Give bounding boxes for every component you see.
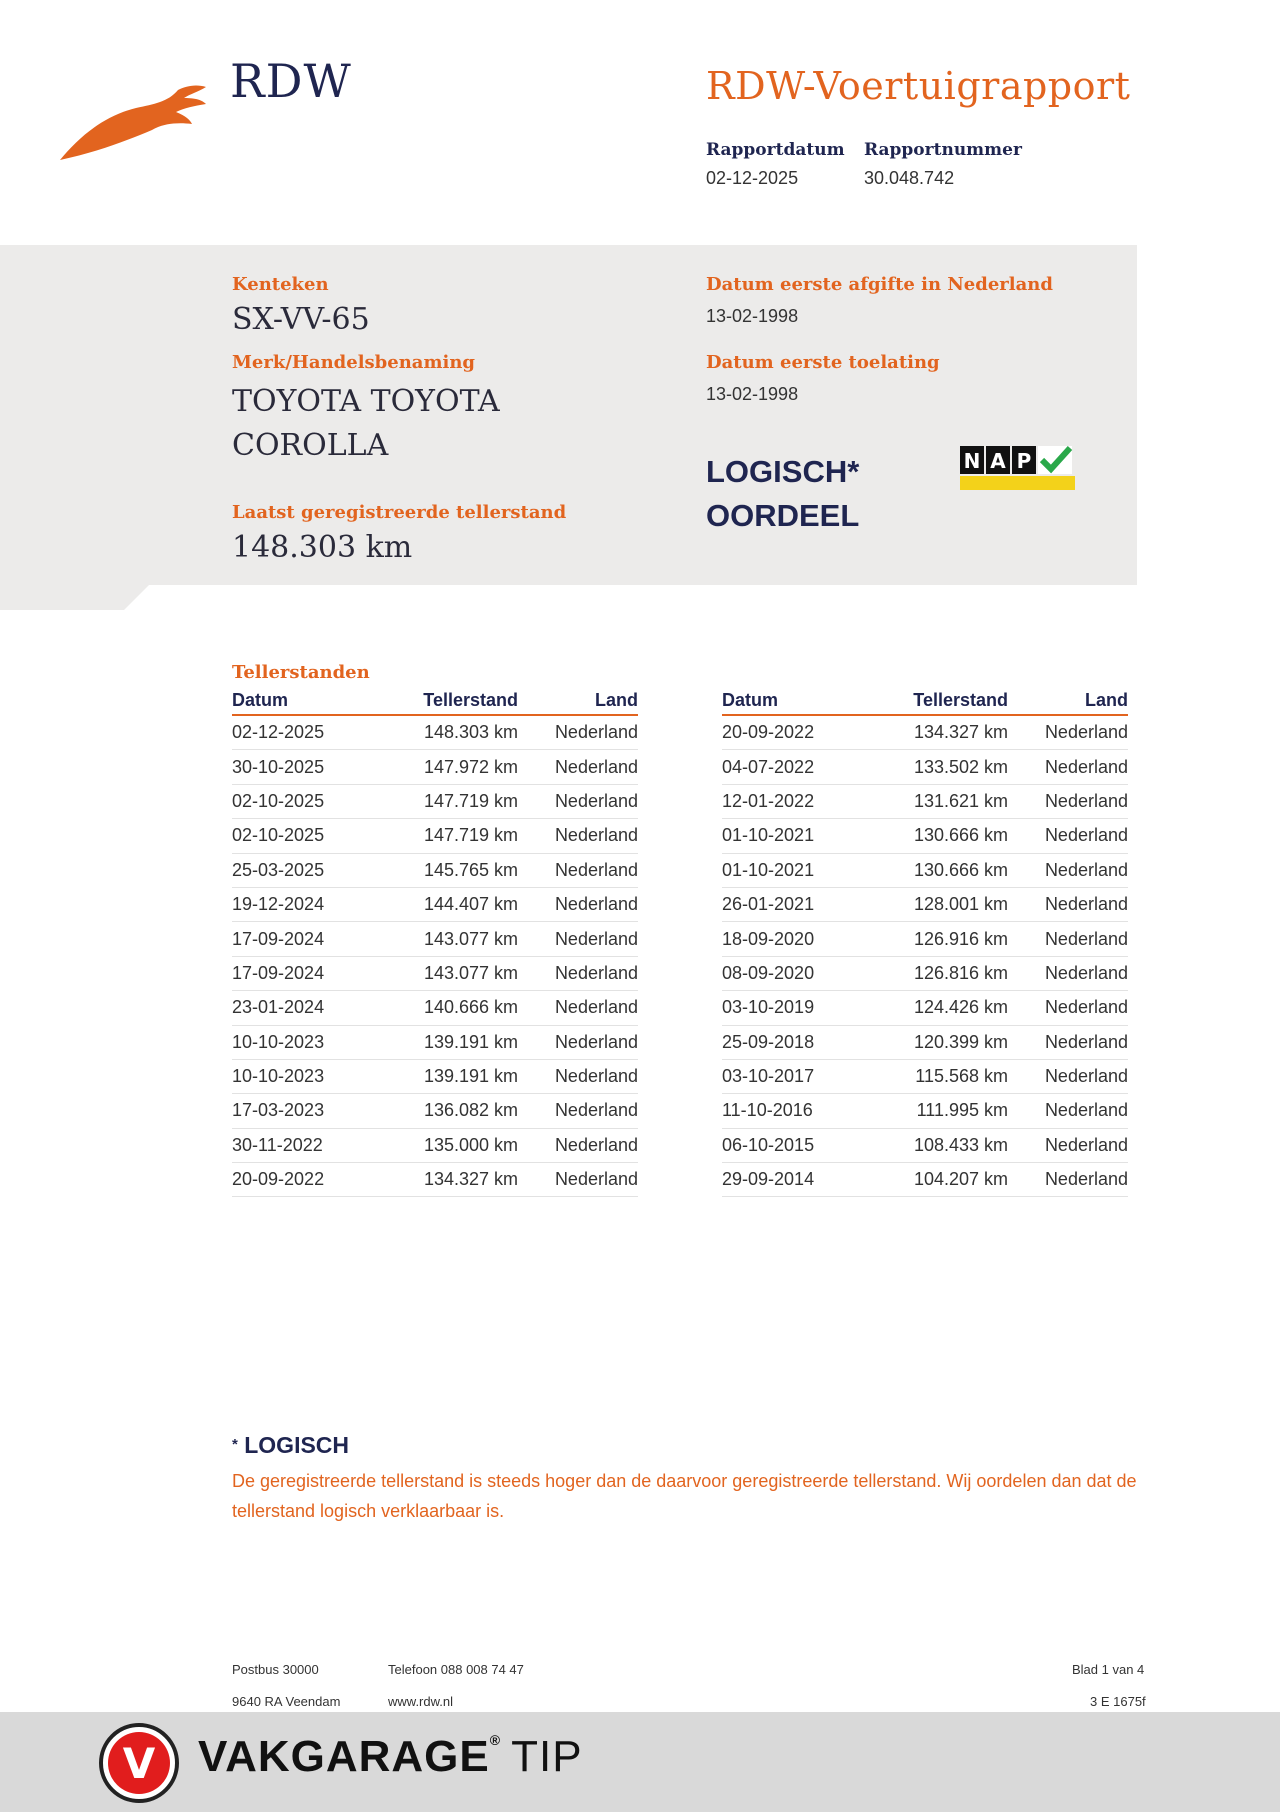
row-country: Nederland <box>1044 1100 1128 1121</box>
row-date: 17-03-2023 <box>232 1100 325 1121</box>
row-date: 30-10-2025 <box>232 756 325 777</box>
table-row <box>232 785 638 819</box>
table-row <box>722 750 1128 784</box>
vakgarage-reg: ® <box>489 1732 502 1748</box>
vakgarage-brand: VAKGARAGE <box>198 1732 490 1781</box>
odometer-value: 148.303 km <box>232 530 413 565</box>
first-admission-label: Datum eerste toelating <box>706 352 940 373</box>
table-row <box>722 922 1128 956</box>
row-odometer: 145.765 km <box>423 859 518 880</box>
row-date: 01-10-2021 <box>722 825 815 846</box>
row-country: Nederland <box>554 859 638 880</box>
row-country: Nederland <box>554 997 638 1018</box>
row-country: Nederland <box>1044 1066 1128 1087</box>
report-title: RDW-Voertuigrapport <box>706 64 1131 108</box>
footer-code: 3 E 1675f <box>1090 1694 1146 1709</box>
table-row <box>722 957 1128 991</box>
row-date: 04-07-2022 <box>722 756 815 777</box>
table-row <box>722 1026 1128 1060</box>
odometer-label: Laatst geregistreerde tellerstand <box>232 502 567 523</box>
note-asterisk: * <box>232 1436 238 1453</box>
nap-logo <box>960 446 1075 490</box>
row-country: Nederland <box>554 756 638 777</box>
row-odometer: 120.399 km <box>913 1031 1008 1052</box>
row-date: 12-01-2022 <box>722 790 815 811</box>
row-odometer: 128.001 km <box>913 894 1008 915</box>
row-country: Nederland <box>1044 962 1128 983</box>
nap-letter-n: N <box>963 449 981 473</box>
row-date: 02-10-2025 <box>232 825 325 846</box>
table-row <box>232 1026 638 1060</box>
row-date: 29-09-2014 <box>722 1169 815 1190</box>
report-date: 02-12-2025 <box>706 168 799 188</box>
table-row <box>232 750 638 784</box>
vakgarage-banner <box>0 1712 1280 1812</box>
table-row <box>722 716 1128 750</box>
first-admission-date: 13-02-1998 <box>706 384 799 404</box>
footer-address-2: 9640 RA Veendam <box>232 1694 341 1709</box>
vehicle-info-panel <box>0 245 1137 585</box>
footer-page: Blad 1 van 4 <box>1072 1662 1145 1677</box>
footer-phone: Telefoon 088 008 74 47 <box>388 1662 524 1677</box>
footer-address-1: Postbus 30000 <box>232 1662 319 1677</box>
make-line-2: COROLLA <box>232 428 389 463</box>
table-row <box>232 991 638 1025</box>
row-date: 01-10-2021 <box>722 859 815 880</box>
table-row <box>232 888 638 922</box>
row-country: Nederland <box>554 894 638 915</box>
row-odometer: 133.502 km <box>913 756 1008 777</box>
row-odometer: 147.972 km <box>423 756 518 777</box>
row-odometer: 144.407 km <box>423 894 518 915</box>
row-date: 11-10-2016 <box>722 1100 813 1121</box>
table-row <box>232 922 638 956</box>
row-odometer: 147.719 km <box>423 790 518 811</box>
row-odometer: 140.666 km <box>423 997 518 1018</box>
row-odometer: 135.000 km <box>423 1134 518 1155</box>
readings-table-left <box>232 690 638 1197</box>
table-row <box>232 1163 638 1197</box>
row-country: Nederland <box>1044 1169 1128 1190</box>
table-row <box>232 957 638 991</box>
col-country: Land <box>595 690 638 710</box>
note-title <box>232 1432 349 1459</box>
row-odometer: 111.995 km <box>916 1100 1008 1121</box>
table-row <box>722 1163 1128 1197</box>
table-row <box>722 785 1128 819</box>
row-date: 17-09-2024 <box>232 962 325 983</box>
col-country: Land <box>1085 690 1128 710</box>
row-date: 10-10-2023 <box>232 1031 325 1052</box>
row-country: Nederland <box>1044 859 1128 880</box>
row-date: 26-01-2021 <box>722 894 815 915</box>
readings-title: Tellerstanden <box>232 662 370 683</box>
row-country: Nederland <box>554 825 638 846</box>
verdict-line-1: LOGISCH* <box>706 454 860 489</box>
row-date: 25-03-2025 <box>232 859 325 880</box>
row-country: Nederland <box>1044 825 1128 846</box>
vakgarage-tip <box>198 1732 583 1782</box>
verdict-line-2: OORDEEL <box>706 498 860 533</box>
row-date: 18-09-2020 <box>722 928 815 949</box>
nap-letter-a: A <box>990 449 1006 473</box>
row-date: 03-10-2017 <box>722 1066 815 1087</box>
table-row <box>232 1129 638 1163</box>
rdw-logo-icon <box>58 78 208 163</box>
row-odometer: 115.568 km <box>915 1066 1008 1087</box>
nap-letter-p: P <box>1016 449 1032 473</box>
col-date: Datum <box>722 690 779 710</box>
table-row <box>232 854 638 888</box>
row-date: 23-01-2024 <box>232 997 325 1018</box>
row-odometer: 104.207 km <box>913 1169 1008 1190</box>
row-date: 10-10-2023 <box>232 1066 325 1087</box>
row-date: 03-10-2019 <box>722 997 815 1018</box>
row-country: Nederland <box>1044 756 1128 777</box>
table-row <box>722 991 1128 1025</box>
row-odometer: 126.816 km <box>913 962 1008 983</box>
report-date-label: Rapportdatum <box>706 140 845 160</box>
row-odometer: 147.719 km <box>423 825 518 846</box>
note-title-text: LOGISCH <box>244 1432 350 1458</box>
table-row <box>722 819 1128 853</box>
report-number: 30.048.742 <box>864 168 955 188</box>
panel-tab-shape <box>0 584 150 610</box>
row-odometer: 124.426 km <box>913 997 1008 1018</box>
row-date: 20-09-2022 <box>722 722 815 743</box>
make-label: Merk/Handelsbenaming <box>232 352 476 373</box>
row-country: Nederland <box>554 722 638 743</box>
row-date: 25-09-2018 <box>722 1031 815 1052</box>
report-number-label: Rapportnummer <box>864 140 1022 160</box>
col-odometer: Tellerstand <box>913 690 1008 710</box>
vakgarage-logo-letter: V <box>122 1739 156 1788</box>
row-date: 06-10-2015 <box>722 1134 815 1155</box>
readings-table-right <box>722 690 1128 1197</box>
table-header <box>722 690 1128 716</box>
row-date: 19-12-2024 <box>232 894 325 915</box>
table-row <box>232 819 638 853</box>
row-odometer: 139.191 km <box>423 1031 518 1052</box>
row-country: Nederland <box>554 1100 638 1121</box>
make-line-1: TOYOTA TOYOTA <box>232 384 500 419</box>
row-date: 17-09-2024 <box>232 928 325 949</box>
row-odometer: 108.433 km <box>913 1134 1008 1155</box>
table-header <box>232 690 638 716</box>
row-odometer: 139.191 km <box>423 1066 518 1087</box>
table-row <box>722 888 1128 922</box>
row-odometer: 143.077 km <box>423 962 518 983</box>
table-row <box>722 854 1128 888</box>
row-country: Nederland <box>1044 894 1128 915</box>
row-country: Nederland <box>554 928 638 949</box>
verdict <box>706 450 859 538</box>
license-plate: SX-VV-65 <box>232 302 370 337</box>
row-country: Nederland <box>554 1169 638 1190</box>
row-country: Nederland <box>554 1134 638 1155</box>
col-odometer: Tellerstand <box>423 690 518 710</box>
row-date: 08-09-2020 <box>722 962 815 983</box>
first-issue-label: Datum eerste afgifte in Nederland <box>706 274 1053 295</box>
plate-label: Kenteken <box>232 274 329 295</box>
row-odometer: 130.666 km <box>913 859 1008 880</box>
row-country: Nederland <box>1044 1031 1128 1052</box>
row-date: 02-10-2025 <box>232 790 325 811</box>
row-odometer: 148.303 km <box>423 722 518 743</box>
table-row <box>232 716 638 750</box>
row-date: 02-12-2025 <box>232 722 325 743</box>
vakgarage-logo-icon <box>95 1722 183 1804</box>
vakgarage-tip-label: TIP <box>511 1732 583 1781</box>
row-country: Nederland <box>554 1031 638 1052</box>
first-issue-date: 13-02-1998 <box>706 306 799 326</box>
row-country: Nederland <box>1044 997 1128 1018</box>
row-odometer: 134.327 km <box>913 722 1008 743</box>
row-date: 30-11-2022 <box>232 1134 323 1155</box>
brand-name: RDW <box>230 54 352 108</box>
row-odometer: 134.327 km <box>423 1169 518 1190</box>
row-odometer: 130.666 km <box>913 825 1008 846</box>
table-row <box>232 1094 638 1128</box>
row-odometer: 126.916 km <box>913 928 1008 949</box>
table-row <box>232 1060 638 1094</box>
row-country: Nederland <box>554 790 638 811</box>
col-date: Datum <box>232 690 289 710</box>
row-country: Nederland <box>1044 1134 1128 1155</box>
row-odometer: 143.077 km <box>423 928 518 949</box>
row-country: Nederland <box>1044 722 1128 743</box>
row-country: Nederland <box>554 962 638 983</box>
table-row <box>722 1094 1128 1128</box>
footer-website[interactable]: www.rdw.nl <box>388 1694 454 1709</box>
row-country: Nederland <box>1044 928 1128 949</box>
note-text: De geregistreerde tellerstand is steeds hoger dan de daarvoor geregistreerde tellerstand. Wij oordelen dan dat de tellerstand logisch verklaarbaar is. <box>232 1471 1137 1521</box>
row-date: 20-09-2022 <box>232 1169 325 1190</box>
table-row <box>722 1129 1128 1163</box>
row-country: Nederland <box>554 1066 638 1087</box>
row-country: Nederland <box>1044 790 1128 811</box>
table-row <box>722 1060 1128 1094</box>
row-odometer: 131.621 km <box>913 790 1008 811</box>
row-odometer: 136.082 km <box>423 1100 518 1121</box>
